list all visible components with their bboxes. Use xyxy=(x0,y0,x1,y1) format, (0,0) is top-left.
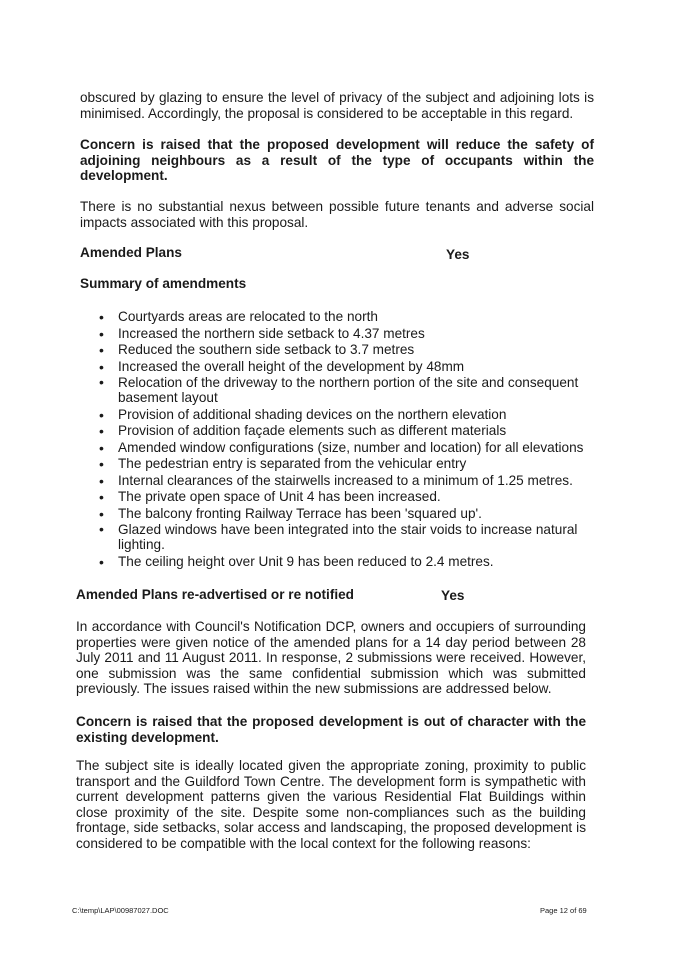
list-item: • Provision of additional shading devices on the northern elevation xyxy=(99,407,594,424)
amended-plans-value: Yes xyxy=(446,247,470,262)
readvertised-value: Yes xyxy=(441,588,465,603)
concern-character-heading: Concern is raised that the proposed development is out of character with the existing development. xyxy=(76,714,586,745)
list-item: • Increased the northern side setback to 4.37 metres xyxy=(99,326,594,343)
list-item: • Courtyards areas are relocated to the north xyxy=(99,309,594,326)
readvertised-label: Amended Plans re-advertised or re notified xyxy=(76,587,354,602)
list-item: • The private open space of Unit 4 has been increased. xyxy=(99,489,594,506)
summary-heading: Summary of amendments xyxy=(80,276,247,291)
paragraph-tenants: There is no substantial nexus between possible future tenants and adverse social impacts associated with this proposal. xyxy=(80,199,594,230)
list-item: • The balcony fronting Railway Terrace has been 'squared up'. xyxy=(99,506,594,523)
paragraph-notification: In accordance with Council's Notification DCP, owners and occupiers of surrounding properties were given notice of the amended plans for a 14 day period between 28 July 2011 and 11 August 2011. In response, 2 submissions were received. However, one submission was the same confidential submission which was submitted previously. The issues raised within the new submissions are addressed below. xyxy=(76,619,586,696)
amended-plans-label: Amended Plans xyxy=(80,245,182,260)
list-item: • Reduced the southern side setback to 3.7 metres xyxy=(99,342,594,359)
list-item: • Amended window configurations (size, number and location) for all elevations xyxy=(99,440,594,457)
list-item: • Relocation of the driveway to the northern portion of the site and consequent basement layout xyxy=(99,375,594,405)
footer-file-path: C:\temp\LAP\00987027.DOC xyxy=(72,906,169,915)
paragraph-privacy: obscured by glazing to ensure the level of privacy of the subject and adjoining lots is minimised. Accordingly, the proposal is considered to be acceptable in this regard. xyxy=(80,90,594,121)
paragraph-site-context: The subject site is ideally located given the appropriate zoning, proximity to public transport and the Guildford Town Centre. The development form is sympathetic with current development patterns given the various Residential Flat Buildings within close proximity of the site. Despite some non-compliances such as the building frontage, side setbacks, solar access and landscaping, the proposed development is considered to be compatible with the local context for the following reasons: xyxy=(76,758,586,851)
amendments-list xyxy=(99,309,594,570)
list-item: • Provision of addition façade elements such as different materials xyxy=(99,423,594,440)
list-item: • Glazed windows have been integrated into the stair voids to increase natural lighting. xyxy=(99,522,594,552)
list-item: • The pedestrian entry is separated from the vehicular entry xyxy=(99,456,594,473)
list-item: • Increased the overall height of the development by 48mm xyxy=(99,359,594,376)
concern-safety-heading: Concern is raised that the proposed development will reduce the safety of adjoining neighbours as a result of the type of occupants within the development. xyxy=(80,137,594,183)
list-item: • Internal clearances of the stairwells increased to a minimum of 1.25 metres. xyxy=(99,473,594,490)
footer-page-number: Page 12 of 69 xyxy=(540,906,587,915)
list-item: • The ceiling height over Unit 9 has been reduced to 2.4 metres. xyxy=(99,554,594,571)
